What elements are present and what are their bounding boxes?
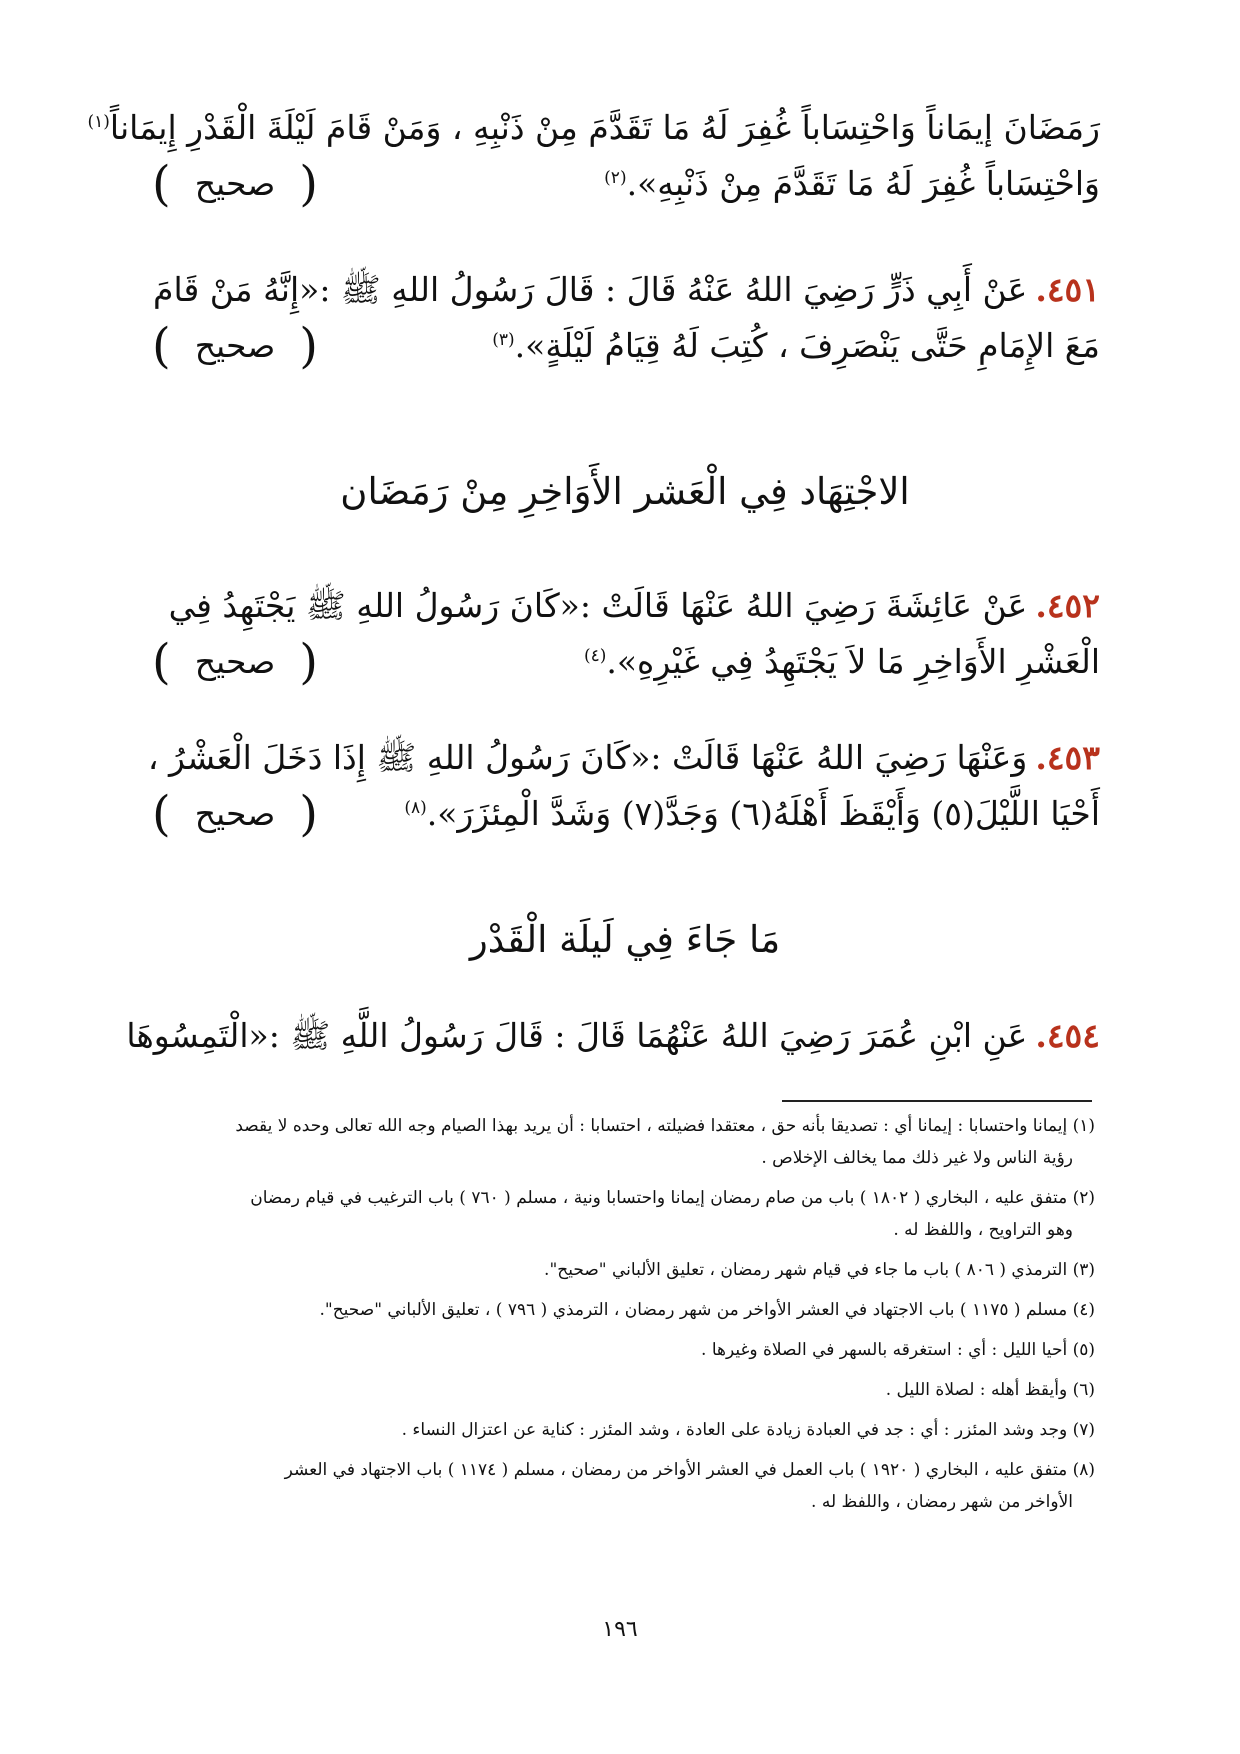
grade-badge: ( صحيح ) bbox=[152, 786, 318, 842]
hadith-line: ٤٥٣.وَعَنْهَا رَضِيَ اللهُ عَنْهَا قَالَتْ :«كَانَ رَسُولُ اللهِ ﷺ إِذَا دَخَلَ الْعَشْرُ ، bbox=[147, 738, 1100, 777]
grade-badge: ( صحيح ) bbox=[152, 634, 318, 690]
footnote-6: (٦) وأيقظ أهله : لصلاة الليل . bbox=[885, 1380, 1095, 1400]
hadith-line: أَحْيَا اللَّيْلَ(٥) وَأَيْقَظَ أَهْلَهُ(٦) وَجَدَّ(٧) وَشَدَّ الْمِئزَرَ».$^{(٨)}$ bbox=[404, 794, 1100, 833]
footnote-1-cont: رؤية الناس ولا غير ذلك مما يخالف الإخلاص . bbox=[761, 1148, 1073, 1168]
hadith-line: ٤٥٢.عَنْ عَائِشَةَ رَضِيَ اللهُ عَنْهَا قَالَتْ :«كَانَ رَسُولُ اللهِ ﷺ يَجْتَهِدُ فِي bbox=[168, 586, 1100, 625]
footnote-5: (٥) أحيا الليل : أي : استغرقه بالسهر في الصلاة وغيرها . bbox=[701, 1340, 1095, 1360]
footnote-ref: (٨) bbox=[404, 798, 427, 818]
section-heading: مَا جَاءَ فِي لَيلَة الْقَدْر bbox=[469, 918, 781, 961]
footnote-2-cont: وهو التراويح ، واللفظ له . bbox=[893, 1220, 1073, 1240]
hadith-number: ٤٥٢. bbox=[1035, 586, 1100, 625]
hadith-line: وَاحْتِسَاباً غُفِرَ لَهُ مَا تَقَدَّمَ مِنْ ذَنْبِهِ».$^{(٢)}$ bbox=[604, 164, 1100, 203]
hadith-line: مَعَ الإِمَامِ حَتَّى يَنْصَرِفَ ، كُتِبَ لَهُ قِيَامُ لَيْلَةٍ».$^{(٣)}$ bbox=[492, 326, 1100, 365]
footnote-2: (٢) متفق عليه ، البخاري ( ١٨٠٢ ) باب من صام رمضان إيمانا واحتسابا ونية ، مسلم ( ٧٦٠ ) باب الترغيب في قيام رمضان bbox=[250, 1188, 1095, 1208]
hadith-number: ٤٥١. bbox=[1035, 270, 1100, 309]
hadith-line: ٤٥٤.عَنِ ابْنِ عُمَرَ رَضِيَ اللهُ عَنْهُمَا قَالَ : قَالَ رَسُولُ اللَّهِ ﷺ :«الْتَمِسُوهَا bbox=[126, 1016, 1100, 1055]
footnote-separator bbox=[782, 1100, 1092, 1102]
hadith-number: ٤٥٤. bbox=[1035, 1016, 1100, 1055]
hadith-line: ٤٥١.عَنْ أَبِي ذَرٍّ رَضِيَ اللهُ عَنْهُ قَالَ : قَالَ رَسُولُ اللهِ ﷺ :«إِنَّهُ مَنْ قَامَ bbox=[153, 270, 1100, 309]
hadith-line: الْعَشْرِ الأَوَاخِرِ مَا لاَ يَجْتَهِدُ فِي غَيْرِهِ».$^{(٤)}$ bbox=[583, 642, 1100, 681]
section-heading: الاجْتِهَاد فِي الْعَشر الأَوَاخِرِ مِنْ رَمَضَان bbox=[340, 470, 910, 513]
footnote-8-cont: الأواخر من شهر رمضان ، واللفظ له . bbox=[811, 1492, 1073, 1512]
hadith-line: رَمَضَانَ إيمَاناً وَاحْتِسَاباً غُفِرَ لَهُ مَا تَقَدَّمَ مِنْ ذَنْبِهِ ، وَمَنْ قَامَ لَيْلَةَ الْقَدْرِ إِيمَاناً$^{(١)}$ bbox=[87, 108, 1100, 147]
footnote-ref: (١) bbox=[87, 112, 110, 132]
hadith-number: ٤٥٣. bbox=[1035, 738, 1100, 777]
footnote-ref: (٢) bbox=[604, 168, 627, 188]
footnote-7: (٧) وجد وشد المئزر : أي : جد في العبادة زيادة على العادة ، وشد المئزر : كناية عن اعتزال النساء . bbox=[401, 1420, 1095, 1440]
footnote-1: (١) إيمانا واحتسابا : إيمانا أي : تصديقا بأنه حق ، معتقدا فضيلته ، احتسابا : أن يريد بهذا الصيام وجه الله تعالى وحده لا يقصد bbox=[235, 1116, 1095, 1136]
grade-badge: ( صحيح ) bbox=[152, 156, 318, 212]
footnote-ref: (٤) bbox=[583, 646, 607, 666]
footnote-ref: (٣) bbox=[492, 330, 515, 350]
footnote-3: (٣) الترمذي ( ٨٠٦ ) باب ما جاء في قيام شهر رمضان ، تعليق الألباني "صحيح". bbox=[544, 1260, 1095, 1280]
footnote-8: (٨) متفق عليه ، البخاري ( ١٩٢٠ ) باب العمل في العشر الأواخر من رمضان ، مسلم ( ١١٧٤ ) باب الاجتهاد في العشر bbox=[284, 1460, 1095, 1480]
footnote-4: (٤) مسلم ( ١١٧٥ ) باب الاجتهاد في العشر الأواخر من شهر رمضان ، الترمذي ( ٧٩٦ ) ، تعليق الألباني "صحيح". bbox=[319, 1300, 1095, 1320]
page-number: ١٩٦ bbox=[602, 1617, 638, 1642]
grade-badge: ( صحيح ) bbox=[152, 318, 318, 374]
